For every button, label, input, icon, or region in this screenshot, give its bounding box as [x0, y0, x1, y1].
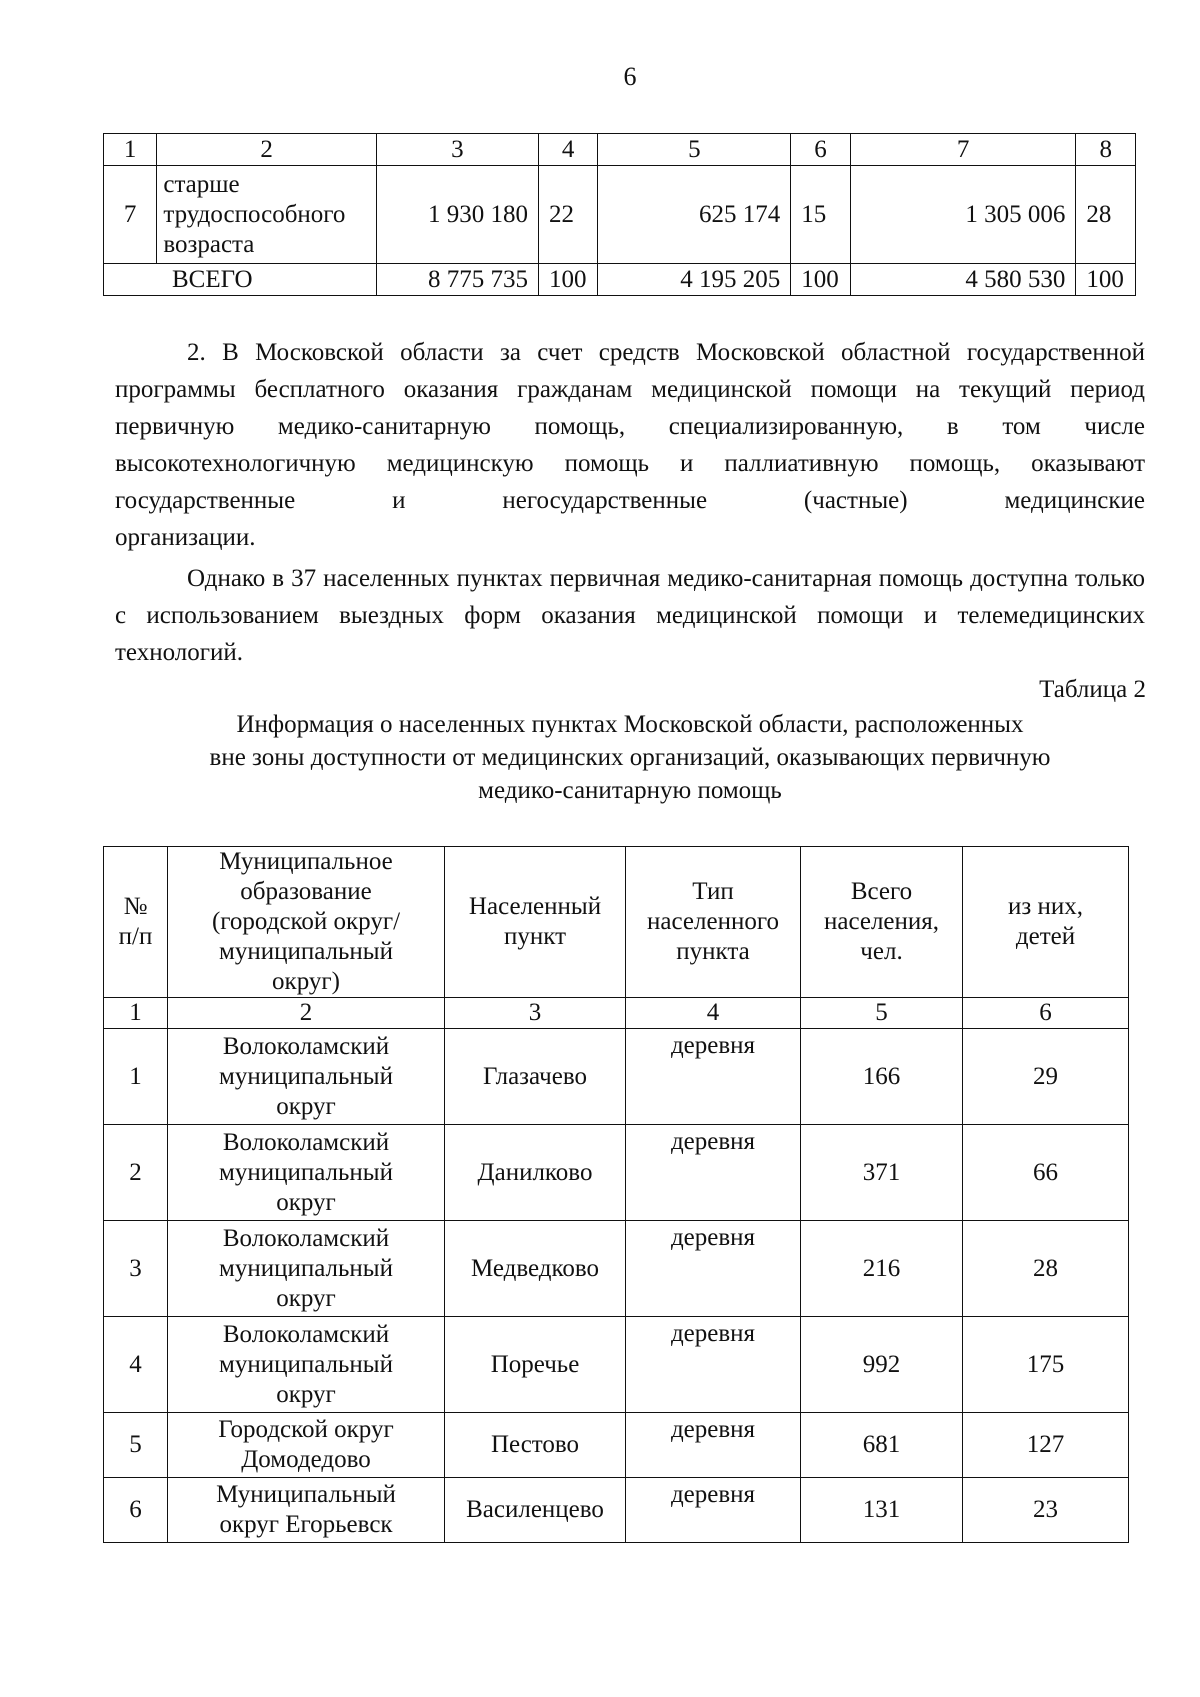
index-cell: 1 — [104, 998, 168, 1029]
header-cell: 6 — [791, 134, 850, 166]
header-line: п/п — [118, 923, 153, 950]
header-cell — [963, 847, 1129, 998]
cell-value: 4 580 530 — [850, 264, 1076, 296]
municipality-line: Городской округ — [218, 1416, 394, 1443]
settlement: Данилково — [445, 1125, 626, 1221]
settlement-type: деревня — [626, 1221, 801, 1317]
header-cell: 4 — [538, 134, 597, 166]
header-line: населения, — [823, 908, 940, 935]
children-count: 127 — [963, 1413, 1129, 1478]
header-cell: 8 — [1076, 134, 1136, 166]
cell-value: 625 174 — [598, 166, 791, 264]
header-cell — [168, 847, 445, 998]
municipality-line: Волоколамский — [222, 1320, 390, 1348]
header-cell — [626, 847, 801, 998]
age-structure-table — [103, 133, 1136, 296]
header-line: Тип — [692, 878, 734, 905]
municipality — [168, 1478, 445, 1543]
header-line: пункт — [504, 923, 566, 950]
table-row — [104, 1221, 1129, 1317]
municipality-line: муниципальный — [219, 1254, 393, 1282]
settlement: Пестово — [445, 1413, 626, 1478]
row-label — [157, 166, 377, 264]
cell-percent: 28 — [1076, 166, 1136, 264]
cell-percent: 100 — [791, 264, 850, 296]
total-label: ВСЕГО — [104, 264, 377, 296]
header-line: из них, — [1007, 893, 1083, 920]
municipality-line: муниципальный — [219, 1062, 393, 1090]
settlement-type: деревня — [626, 1029, 801, 1125]
municipality-line: муниципальный — [219, 1158, 393, 1186]
children-count: 28 — [963, 1221, 1129, 1317]
total-population: 131 — [801, 1478, 963, 1543]
total-row — [104, 264, 1136, 296]
header-line: населенного — [647, 908, 779, 935]
settlement: Медведково — [445, 1221, 626, 1317]
cell-percent: 100 — [538, 264, 597, 296]
children-count: 175 — [963, 1317, 1129, 1413]
index-cell: 2 — [168, 998, 445, 1029]
header-line: Всего — [850, 878, 913, 905]
row-number: 5 — [104, 1413, 168, 1478]
paragraph-3: Однако в 37 населенных пунктах первичная медико-санитарная помощь доступна только с использованием выездных форм оказания медицинской помощи и телемедицинских технологий. — [115, 565, 1145, 666]
index-cell: 5 — [801, 998, 963, 1029]
municipality-line: Муниципальный — [216, 1481, 396, 1508]
settlement-type: деревня — [626, 1317, 801, 1413]
header-line: чел. — [860, 938, 903, 965]
header-line: муниципальный — [219, 938, 393, 965]
total-population: 992 — [801, 1317, 963, 1413]
cell-value: 1 930 180 — [376, 166, 538, 264]
settlement-type: деревня — [626, 1125, 801, 1221]
page-number: 6 — [623, 62, 637, 91]
header-line: округ) — [272, 968, 340, 995]
table-row — [104, 1413, 1129, 1478]
table-row — [104, 1478, 1129, 1543]
municipality-line: округ — [276, 1284, 336, 1312]
header-cell — [445, 847, 626, 998]
table-title — [135, 708, 1125, 807]
row-number: 2 — [104, 1125, 168, 1221]
header-cell — [104, 847, 168, 998]
row-number: 4 — [104, 1317, 168, 1413]
title-line: Информация о населенных пунктах Московской области, расположенных — [236, 711, 1024, 738]
settlement: Глазачево — [445, 1029, 626, 1125]
header-cell: 5 — [598, 134, 791, 166]
header-line: детей — [1015, 923, 1076, 950]
header-cell: 3 — [376, 134, 538, 166]
header-cell — [801, 847, 963, 998]
index-cell: 6 — [963, 998, 1129, 1029]
municipality — [168, 1317, 445, 1413]
municipality-line: Волоколамский — [222, 1128, 390, 1156]
header-cell: 2 — [157, 134, 377, 166]
column-index-row — [104, 998, 1129, 1029]
table-header-row — [104, 134, 1136, 166]
cell-percent: 22 — [538, 166, 597, 264]
title-line: вне зоны доступности от медицинских организаций, оказывающих первичную — [209, 744, 1051, 771]
index-cell: 3 — [445, 998, 626, 1029]
municipality — [168, 1221, 445, 1317]
row-number: 3 — [104, 1221, 168, 1317]
settlements-table — [103, 846, 1129, 1543]
settlement-type: деревня — [626, 1413, 801, 1478]
municipality-line: Волоколамский — [222, 1224, 390, 1252]
municipality-line: округ Егорьевск — [219, 1511, 393, 1538]
row-number: 7 — [104, 166, 157, 264]
cell-percent: 100 — [1076, 264, 1136, 296]
total-population: 371 — [801, 1125, 963, 1221]
total-population: 166 — [801, 1029, 963, 1125]
cell-value: 1 305 006 — [850, 166, 1076, 264]
municipality-line: округ — [276, 1380, 336, 1408]
header-line: № — [123, 893, 148, 920]
table-row — [104, 166, 1136, 264]
table-row — [104, 1029, 1129, 1125]
municipality-line: округ — [276, 1092, 336, 1120]
cell-value: 8 775 735 — [376, 264, 538, 296]
paragraph-2-end: организации. — [115, 524, 256, 551]
label-line: трудоспособного — [163, 200, 346, 228]
settlement: Василенцево — [445, 1478, 626, 1543]
municipality-line: Волоколамский — [222, 1032, 390, 1060]
municipality — [168, 1125, 445, 1221]
municipality-line: Домодедово — [241, 1446, 371, 1473]
label-line: старше — [163, 170, 240, 198]
table-row — [104, 1125, 1129, 1221]
header-line: пункта — [676, 938, 750, 965]
municipality — [168, 1413, 445, 1478]
header-cell: 7 — [850, 134, 1076, 166]
header-line: Муниципальное — [219, 848, 393, 875]
children-count: 29 — [963, 1029, 1129, 1125]
municipality — [168, 1029, 445, 1125]
total-population: 681 — [801, 1413, 963, 1478]
total-population: 216 — [801, 1221, 963, 1317]
settlement: Поречье — [445, 1317, 626, 1413]
row-number: 1 — [104, 1029, 168, 1125]
cell-value: 4 195 205 — [598, 264, 791, 296]
cell-percent: 15 — [791, 166, 850, 264]
index-cell: 4 — [626, 998, 801, 1029]
title-line: медико-санитарную помощь — [478, 777, 782, 804]
children-count: 66 — [963, 1125, 1129, 1221]
header-line: Населенный — [468, 893, 602, 920]
label-line: возраста — [163, 230, 255, 258]
header-line: (городской округ/ — [211, 908, 401, 935]
municipality-line: округ — [276, 1188, 336, 1216]
settlement-type: деревня — [626, 1478, 801, 1543]
table-header-row — [104, 847, 1129, 998]
children-count: 23 — [963, 1478, 1129, 1543]
header-line: образование — [240, 878, 372, 905]
table-row — [104, 1317, 1129, 1413]
municipality-line: муниципальный — [219, 1350, 393, 1378]
header-cell: 1 — [104, 134, 157, 166]
table-label: Таблица 2 — [1039, 676, 1146, 703]
row-number: 6 — [104, 1478, 168, 1543]
paragraph-2: 2. В Московской области за счет средств Московской областной государственной программы бесплатного оказания гражданам медицинской помощи на текущий период первичную медико-санитарную помощь, специализированную, в том числе высокотехнологичную медицинскую помощь и паллиативную помощь, оказывают государственные и негосударственные (частные) медицинские — [115, 339, 1145, 514]
